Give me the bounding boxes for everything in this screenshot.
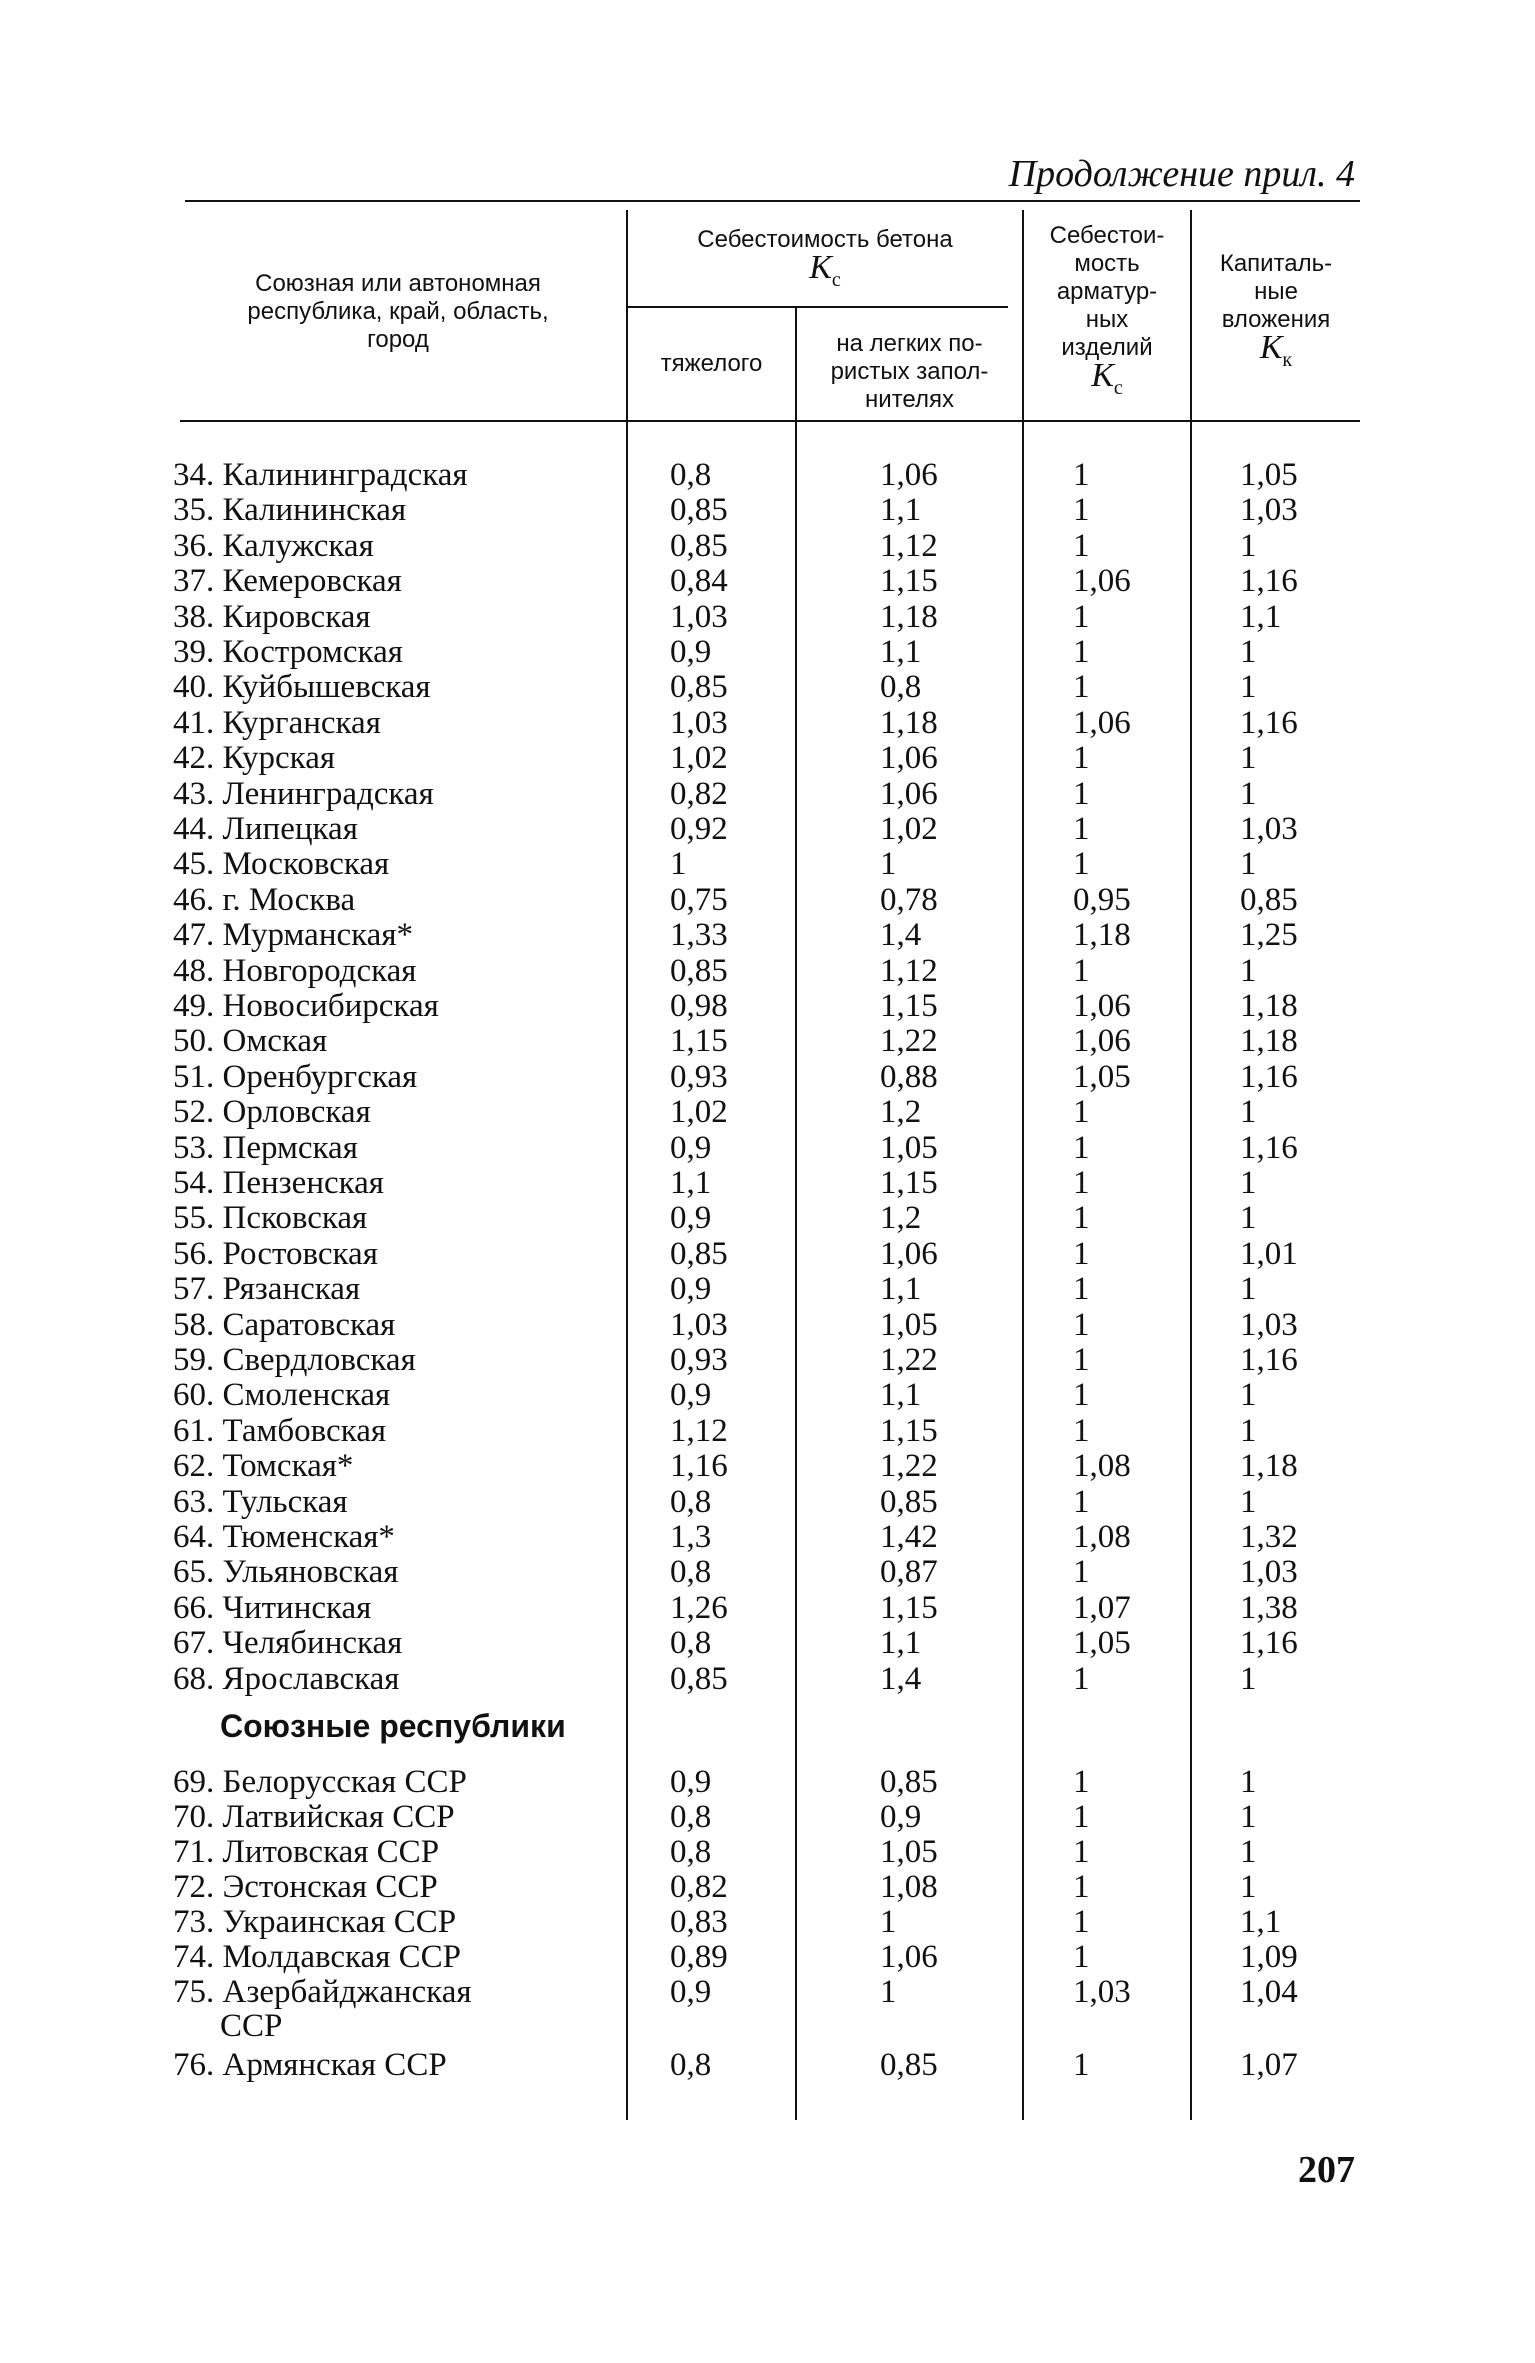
row-name: 37. Кемеровская — [173, 563, 402, 600]
row-name: 46. г. Москва — [173, 881, 356, 918]
row-capital: 1,1 — [1240, 598, 1282, 635]
table-row — [170, 1975, 1360, 2010]
row-rebar: 1 — [1073, 846, 1090, 883]
row-capital: 1,03 — [1240, 1306, 1298, 1343]
row-rebar: 1 — [1073, 1094, 1090, 1131]
row-rebar: 0,95 — [1073, 881, 1131, 918]
table-row — [170, 493, 1360, 528]
table-row-continuation — [170, 2009, 1360, 2044]
row-rebar: 1,03 — [1073, 1974, 1131, 2010]
table-row — [170, 564, 1360, 599]
row-name: 67. Челябинская — [173, 1625, 403, 1662]
row-capital: 1,16 — [1240, 704, 1298, 741]
row-light: 1 — [880, 1974, 897, 2010]
row-capital: 1 — [1240, 527, 1257, 564]
row-rebar: 1 — [1073, 952, 1090, 989]
row-heavy: 1,03 — [670, 1306, 728, 1343]
row-light: 1,4 — [880, 1660, 922, 1697]
page-number: 207 — [1298, 2149, 1355, 2191]
row-name: 66. Читинская — [173, 1589, 372, 1626]
row-light: 1,15 — [880, 988, 938, 1024]
coefficients-table — [170, 200, 1360, 2120]
row-capital: 1 — [1240, 952, 1257, 989]
row-light: 1,06 — [880, 1235, 938, 1272]
row-light: 0,78 — [880, 881, 938, 918]
row-name: 72. Эстонская ССР — [173, 1869, 438, 1905]
row-name: 60. Смоленская — [173, 1377, 391, 1414]
header-light: на легких по- ристых запол- нителях — [830, 330, 989, 413]
row-heavy: 0,9 — [670, 1764, 712, 1800]
header-rebar: Себестои- мость арматур- ных изделий $К_с$ — [1049, 222, 1165, 399]
row-light: 1,12 — [880, 527, 938, 564]
table-row — [170, 670, 1360, 705]
row-light: 1,06 — [880, 1939, 938, 1975]
row-rebar: 1 — [1073, 1342, 1090, 1378]
row-name: 64. Тюменская* — [173, 1519, 395, 1555]
row-capital: 1,1 — [1240, 1904, 1282, 1940]
table-row — [170, 706, 1360, 741]
row-light: 1,22 — [880, 1023, 938, 1060]
table-row — [170, 458, 1360, 493]
row-capital: 1,25 — [1240, 917, 1298, 954]
table-row — [170, 918, 1360, 953]
row-heavy: 0,85 — [670, 1235, 728, 1272]
row-name: 49. Новосибирская — [173, 988, 439, 1024]
row-light: 1,22 — [880, 1448, 938, 1485]
table-row — [170, 1905, 1360, 1940]
row-name: 61. Тамбовская — [173, 1412, 387, 1449]
row-heavy: 0,8 — [670, 457, 712, 493]
row-name: 42. Курская — [173, 740, 336, 777]
row-heavy: 0,8 — [670, 1799, 712, 1835]
row-rebar: 1 — [1073, 1377, 1090, 1414]
row-rebar: 1,08 — [1073, 1448, 1131, 1485]
row-rebar: 1 — [1073, 740, 1090, 777]
row-rebar: 1 — [1073, 634, 1090, 670]
row-name: 62. Томская* — [173, 1448, 354, 1485]
row-name: 70. Латвийская ССР — [173, 1799, 455, 1835]
row-heavy: 0,85 — [670, 1660, 728, 1697]
table-row — [170, 635, 1360, 670]
row-heavy: 0,9 — [670, 1377, 712, 1414]
row-name: 40. Куйбышевская — [173, 669, 431, 706]
table-row — [170, 1237, 1360, 1272]
row-name: 45. Московская — [173, 846, 390, 883]
row-capital: 1,03 — [1240, 492, 1298, 529]
row-capital: 1 — [1240, 1834, 1257, 1870]
row-light: 1,06 — [880, 457, 938, 493]
row-rebar: 1 — [1073, 1200, 1090, 1237]
table-row — [170, 1060, 1360, 1095]
row-rebar: 1 — [1073, 1235, 1090, 1272]
row-capital: 1,32 — [1240, 1519, 1298, 1555]
row-rebar: 1 — [1073, 1904, 1090, 1940]
row-heavy: 0,82 — [670, 1869, 728, 1905]
row-rebar: 1 — [1073, 2047, 1090, 2083]
row-capital: 1,16 — [1240, 1342, 1298, 1378]
table-top-rule — [185, 200, 1360, 202]
row-capital: 1 — [1240, 740, 1257, 777]
table-row — [170, 812, 1360, 847]
table-row — [170, 954, 1360, 989]
table-row — [170, 1272, 1360, 1307]
row-rebar: 1 — [1073, 1869, 1090, 1905]
row-light: 1,2 — [880, 1200, 922, 1237]
row-name: 75. Азербайджанская — [173, 1974, 472, 2010]
row-heavy: 0,84 — [670, 563, 728, 600]
table-row — [170, 1166, 1360, 1201]
row-name-continuation: ССР — [220, 2008, 283, 2044]
table-row — [170, 1870, 1360, 1905]
row-heavy: 0,9 — [670, 1200, 712, 1237]
row-capital: 1 — [1240, 1764, 1257, 1800]
row-rebar: 1 — [1073, 1165, 1090, 1201]
row-heavy: 1,03 — [670, 598, 728, 635]
row-rebar: 1,06 — [1073, 988, 1131, 1024]
table-row — [170, 1520, 1360, 1555]
table-row — [170, 1485, 1360, 1520]
row-heavy: 0,85 — [670, 952, 728, 989]
row-capital: 1 — [1240, 1165, 1257, 1201]
row-rebar: 1 — [1073, 1554, 1090, 1591]
row-light: 1 — [880, 846, 897, 883]
row-rebar: 1 — [1073, 1129, 1090, 1166]
row-rebar: 1 — [1073, 1799, 1090, 1835]
table-row — [170, 1308, 1360, 1343]
row-capital: 1,16 — [1240, 563, 1298, 600]
row-capital: 1,04 — [1240, 1974, 1298, 2010]
row-heavy: 1,1 — [670, 1165, 712, 1201]
row-light: 0,85 — [880, 1764, 938, 1800]
row-rebar: 1,18 — [1073, 917, 1131, 954]
section-title: Союзные республики — [220, 1708, 566, 1744]
row-name: 48. Новгородская — [173, 952, 417, 989]
row-rebar: 1,08 — [1073, 1519, 1131, 1555]
row-light: 1,15 — [880, 1165, 938, 1201]
table-row — [170, 1626, 1360, 1661]
row-heavy: 1,15 — [670, 1023, 728, 1060]
table-row — [170, 1095, 1360, 1130]
row-rebar: 1 — [1073, 1306, 1090, 1343]
row-rebar: 1 — [1073, 1483, 1090, 1520]
row-capital: 1,03 — [1240, 1554, 1298, 1591]
row-heavy: 0,9 — [670, 1129, 712, 1166]
row-capital: 1,16 — [1240, 1625, 1298, 1662]
row-rebar: 1 — [1073, 1271, 1090, 1308]
row-heavy: 0,85 — [670, 669, 728, 706]
table-row — [170, 1131, 1360, 1166]
table-row — [170, 1591, 1360, 1626]
row-name: 39. Костромская — [173, 634, 403, 670]
row-name: 58. Саратовская — [173, 1306, 396, 1343]
row-capital: 1 — [1240, 634, 1257, 670]
row-name: 54. Пензенская — [173, 1165, 384, 1201]
row-heavy: 1,26 — [670, 1589, 728, 1626]
row-capital: 1 — [1240, 1412, 1257, 1449]
row-capital: 1,18 — [1240, 1448, 1298, 1485]
row-heavy: 1,3 — [670, 1519, 712, 1555]
row-name: 73. Украинская ССР — [173, 1904, 457, 1940]
row-name: 34. Калининградская — [173, 457, 468, 493]
row-rebar: 1 — [1073, 1939, 1090, 1975]
table-row — [170, 1024, 1360, 1059]
row-heavy: 0,9 — [670, 1271, 712, 1308]
row-rebar: 1 — [1073, 457, 1090, 493]
row-rebar: 1,06 — [1073, 704, 1131, 741]
table-row — [170, 1765, 1360, 1800]
row-light: 0,87 — [880, 1554, 938, 1591]
row-name: 51. Оренбургская — [173, 1058, 418, 1095]
row-light: 1,08 — [880, 1869, 938, 1905]
row-light: 1,22 — [880, 1342, 938, 1378]
row-heavy: 0,93 — [670, 1342, 728, 1378]
row-rebar: 1 — [1073, 1764, 1090, 1800]
row-capital: 0,85 — [1240, 881, 1298, 918]
row-rebar: 1,06 — [1073, 1023, 1131, 1060]
row-heavy: 0,8 — [670, 1625, 712, 1662]
row-capital: 1 — [1240, 1200, 1257, 1237]
row-rebar: 1,07 — [1073, 1589, 1131, 1626]
row-rebar: 1 — [1073, 811, 1090, 847]
row-capital: 1,05 — [1240, 457, 1298, 493]
row-heavy: 0,98 — [670, 988, 728, 1024]
page-caption: Продолжение прил. 4 — [1008, 153, 1355, 195]
row-heavy: 1,02 — [670, 740, 728, 777]
row-name: 44. Липецкая — [173, 811, 358, 847]
row-heavy: 0,93 — [670, 1058, 728, 1095]
row-rebar: 1,06 — [1073, 563, 1131, 600]
row-heavy: 0,89 — [670, 1939, 728, 1975]
row-capital: 1,07 — [1240, 2047, 1298, 2083]
row-light: 1,06 — [880, 740, 938, 777]
row-heavy: 1,16 — [670, 1448, 728, 1485]
row-heavy: 0,8 — [670, 1554, 712, 1591]
row-name: 74. Молдавская ССР — [173, 1939, 462, 1975]
row-capital: 1 — [1240, 1377, 1257, 1414]
row-heavy: 0,8 — [670, 1834, 712, 1870]
table-row — [170, 1378, 1360, 1413]
row-capital: 1,09 — [1240, 1939, 1298, 1975]
row-capital: 1 — [1240, 1483, 1257, 1520]
row-light: 1,05 — [880, 1834, 938, 1870]
row-rebar: 1 — [1073, 1834, 1090, 1870]
row-heavy: 1,12 — [670, 1412, 728, 1449]
row-heavy: 1,03 — [670, 704, 728, 741]
table-row — [170, 1555, 1360, 1590]
row-light: 1,12 — [880, 952, 938, 989]
row-light: 1,4 — [880, 917, 922, 954]
row-name: 38. Кировская — [173, 598, 371, 635]
row-light: 0,88 — [880, 1058, 938, 1095]
row-light: 1,05 — [880, 1306, 938, 1343]
row-capital: 1,16 — [1240, 1058, 1298, 1095]
row-light: 1,15 — [880, 563, 938, 600]
header-bottom-rule — [180, 420, 1360, 422]
row-capital: 1 — [1240, 1869, 1257, 1905]
table-row — [170, 2048, 1360, 2083]
row-rebar: 1,05 — [1073, 1058, 1131, 1095]
row-light: 0,85 — [880, 2047, 938, 2083]
row-capital: 1,38 — [1240, 1589, 1298, 1626]
table-row — [170, 529, 1360, 564]
row-capital: 1 — [1240, 846, 1257, 883]
row-light: 0,8 — [880, 669, 922, 706]
row-light: 1,42 — [880, 1519, 938, 1555]
header-region: Союзная или автономная республика, край, область, город — [247, 270, 549, 353]
row-capital: 1,03 — [1240, 811, 1298, 847]
header-heavy: тяжелого — [660, 350, 763, 377]
row-light: 1,18 — [880, 704, 938, 741]
row-capital: 1,18 — [1240, 1023, 1298, 1060]
row-capital: 1 — [1240, 1799, 1257, 1835]
table-row — [170, 600, 1360, 635]
row-name: 56. Ростовская — [173, 1235, 378, 1272]
row-rebar: 1 — [1073, 1412, 1090, 1449]
table-row — [170, 847, 1360, 882]
row-rebar: 1,05 — [1073, 1625, 1131, 1662]
row-heavy: 0,75 — [670, 881, 728, 918]
row-light: 1,1 — [880, 492, 922, 529]
table-row — [170, 989, 1360, 1024]
row-name: 52. Орловская — [173, 1094, 371, 1131]
row-name: 57. Рязанская — [173, 1271, 361, 1308]
table-row — [170, 741, 1360, 776]
row-name: 65. Ульяновская — [173, 1554, 399, 1591]
row-light: 1,02 — [880, 811, 938, 847]
table-row — [170, 1449, 1360, 1484]
row-light: 1 — [880, 1904, 897, 1940]
row-capital: 1 — [1240, 669, 1257, 706]
row-heavy: 0,83 — [670, 1904, 728, 1940]
row-heavy: 1,33 — [670, 917, 728, 954]
row-name: 41. Курганская — [173, 704, 381, 741]
row-name: 76. Армянская ССР — [173, 2047, 447, 2083]
row-name: 47. Мурманская* — [173, 917, 413, 954]
row-rebar: 1 — [1073, 492, 1090, 529]
row-light: 0,9 — [880, 1799, 922, 1835]
row-light: 0,85 — [880, 1483, 938, 1520]
row-heavy: 0,82 — [670, 775, 728, 812]
concrete-header-rule — [628, 306, 1008, 308]
header-concrete-cost: Себестоимость бетона $К_с$ — [697, 226, 953, 291]
row-name: 55. Псковская — [173, 1200, 368, 1237]
row-light: 1,15 — [880, 1589, 938, 1626]
table-row — [170, 1662, 1360, 1697]
row-name: 71. Литовская ССР — [173, 1834, 440, 1870]
row-heavy: 0,8 — [670, 1483, 712, 1520]
header-capital: Капиталь- ные вложения $К_к$ — [1219, 250, 1333, 371]
row-name: 35. Калининская — [173, 492, 407, 529]
row-heavy: 0,85 — [670, 527, 728, 564]
row-name: 36. Калужская — [173, 527, 374, 564]
table-row — [170, 1835, 1360, 1870]
row-capital: 1 — [1240, 1271, 1257, 1308]
row-light: 1,2 — [880, 1094, 922, 1131]
row-capital: 1,18 — [1240, 988, 1298, 1024]
row-rebar: 1 — [1073, 598, 1090, 635]
row-name: 50. Омская — [173, 1023, 328, 1060]
row-heavy: 1 — [670, 846, 687, 883]
row-rebar: 1 — [1073, 1660, 1090, 1697]
row-light: 1,1 — [880, 634, 922, 670]
row-light: 1,1 — [880, 1271, 922, 1308]
row-heavy: 0,8 — [670, 2047, 712, 2083]
row-capital: 1 — [1240, 1094, 1257, 1131]
row-name: 53. Пермская — [173, 1129, 358, 1166]
row-light: 1,1 — [880, 1625, 922, 1662]
table-row — [170, 1343, 1360, 1378]
row-light: 1,15 — [880, 1412, 938, 1449]
table-row — [170, 1800, 1360, 1835]
row-capital: 1,16 — [1240, 1129, 1298, 1166]
row-heavy: 0,92 — [670, 811, 728, 847]
row-light: 1,18 — [880, 598, 938, 635]
row-name: 69. Белорусская ССР — [173, 1764, 467, 1800]
row-heavy: 0,85 — [670, 492, 728, 529]
row-light: 1,05 — [880, 1129, 938, 1166]
row-heavy: 0,9 — [670, 634, 712, 670]
table-row — [170, 1201, 1360, 1236]
row-capital: 1,01 — [1240, 1235, 1298, 1272]
row-name: 43. Ленинградская — [173, 775, 434, 812]
row-rebar: 1 — [1073, 527, 1090, 564]
row-rebar: 1 — [1073, 669, 1090, 706]
row-capital: 1 — [1240, 1660, 1257, 1697]
row-light: 1,06 — [880, 775, 938, 812]
table-row — [170, 1414, 1360, 1449]
row-name: 63. Тульская — [173, 1483, 348, 1520]
row-light: 1,1 — [880, 1377, 922, 1414]
table-row — [170, 1940, 1360, 1975]
row-capital: 1 — [1240, 775, 1257, 812]
row-rebar: 1 — [1073, 775, 1090, 812]
row-heavy: 0,9 — [670, 1974, 712, 2010]
table-row — [170, 883, 1360, 918]
table-row — [170, 777, 1360, 812]
row-name: 68. Ярославская — [173, 1660, 400, 1697]
row-heavy: 1,02 — [670, 1094, 728, 1131]
row-name: 59. Свердловская — [173, 1342, 416, 1378]
